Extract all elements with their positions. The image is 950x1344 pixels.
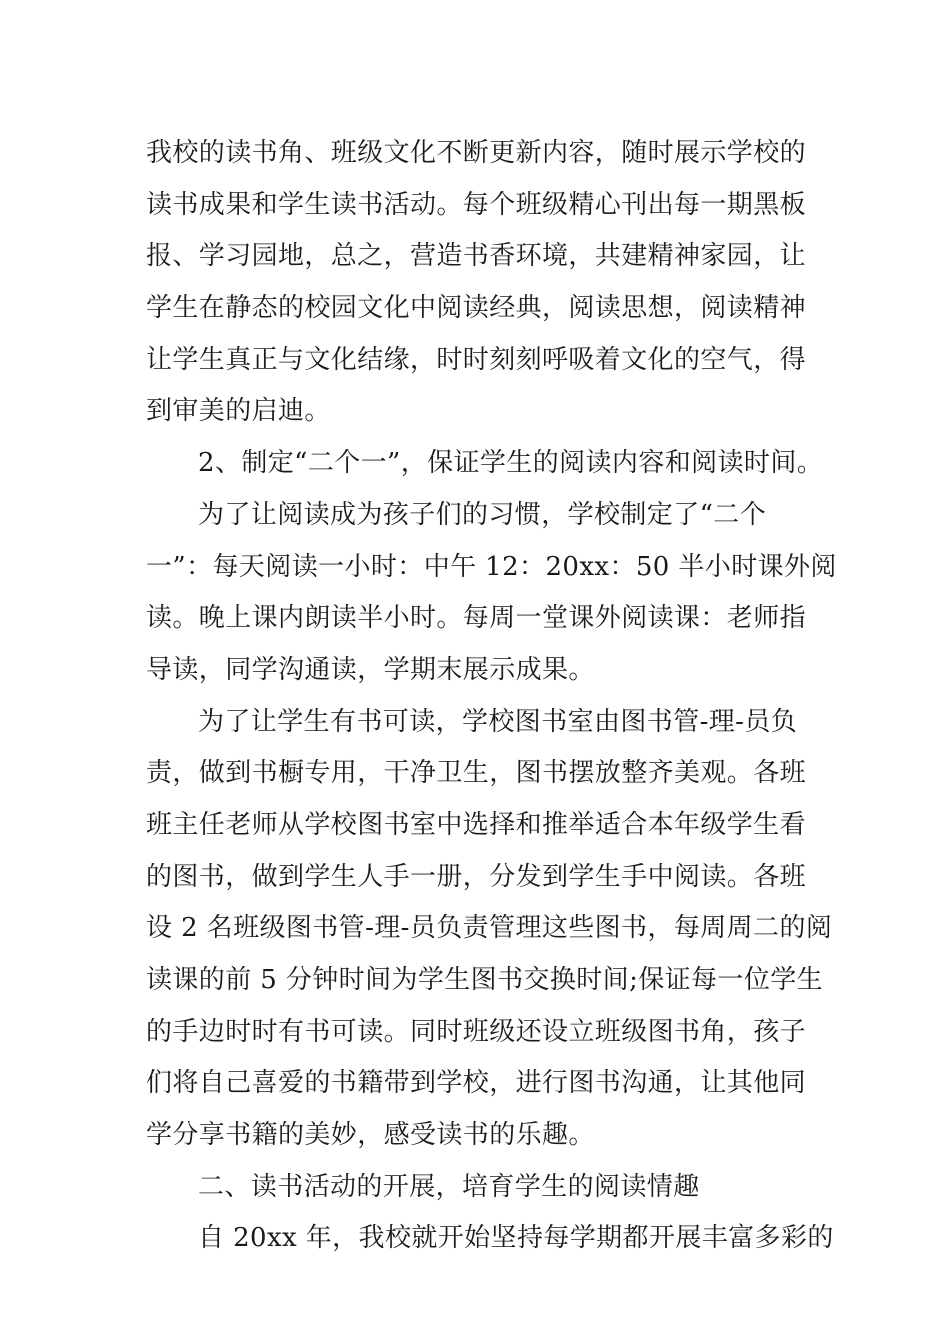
text-line: 导读，同学沟通读，学期末展示成果。 [146,654,595,685]
text-line: 学分享书籍的美妙，感受读书的乐趣。 [146,1120,595,1151]
text-line: 班主任老师从学校图书室中选择和推举适合本年级学生看 [146,809,807,840]
section-heading: 二、读书活动的开展，培育学生的阅读情趣 [198,1171,700,1202]
text-line: 一”：每天阅读一小时：中午 12：20xx：50 半小时课外阅 [146,551,837,582]
text-line: 读书成果和学生读书活动。每个班级精心刊出每一期黑板 [146,189,807,220]
text-line: 的手边时时有书可读。同时班级还设立班级图书角，孩子 [146,1016,807,1047]
document-body [146,128,837,1265]
text-line: 们将自己喜爱的书籍带到学校，进行图书沟通，让其他同 [146,1068,807,1099]
text-line: 让学生真正与文化结缘，时时刻刻呼吸着文化的空气，得 [146,344,807,375]
text-line: 为了让学生有书可读，学校图书室由图书管-理-员负 [198,706,798,737]
text-line: 责，做到书橱专用，干净卫生，图书摆放整齐美观。各班 [146,758,807,789]
text-line: 报、学习园地，总之，营造书香环境，共建精神家园，让 [146,241,807,272]
text-line: 学生在静态的校园文化中阅读经典，阅读思想，阅读精神 [146,293,807,324]
text-line: 的图书，做到学生人手一册，分发到学生手中阅读。各班 [146,861,807,892]
section-heading: 2、制定“二个一”，保证学生的阅读内容和阅读时间。 [198,448,824,479]
text-line: 我校的读书角、班级文化不断更新内容，随时展示学校的 [146,138,807,168]
text-line: 设 2 名班级图书管-理-员负责管理这些图书，每周周二的阅 [146,913,833,944]
text-line: 到审美的启迪。 [146,396,331,427]
text-line: 读。晚上课内朗读半小时。每周一堂课外阅读课：老师指 [146,603,807,634]
text-line: 为了让阅读成为孩子们的习惯，学校制定了“二个 [198,499,767,530]
text-line: 自 20xx 年，我校就开始坚持每学期都开展丰富多彩的 [198,1223,834,1254]
text-line: 读课的前 5 分钟时间为学生图书交换时间;保证每一位学生 [146,965,824,995]
